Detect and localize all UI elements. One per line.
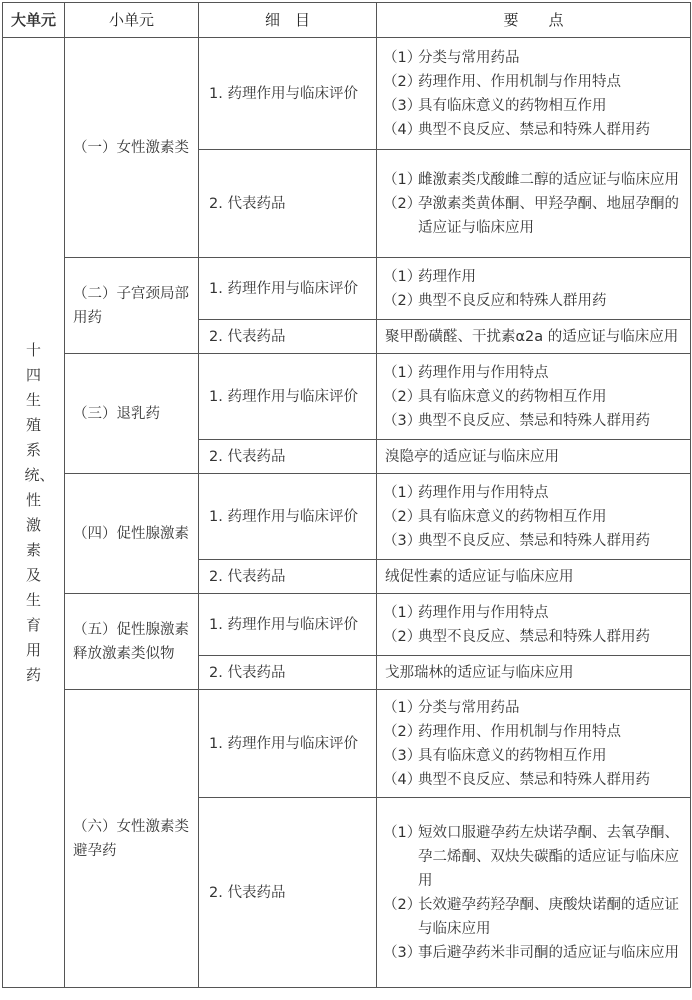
points-cell: [377, 258, 691, 320]
point-number: （2）: [383, 896, 422, 913]
point-text: 事后避孕药米非司酮的适应证与临床应用: [418, 944, 679, 961]
detail-cell: 2. 代表药品: [199, 656, 377, 690]
points-cell: [377, 38, 691, 150]
point-number: （2）: [383, 723, 422, 740]
point-item: [383, 385, 684, 409]
point-text: 分类与常用药品: [418, 49, 520, 66]
point-number: （3）: [383, 747, 422, 764]
point-item: [383, 265, 684, 289]
point-text: 戈那瑞林的适应证与临床应用: [385, 664, 574, 681]
point-number: （1）: [383, 824, 422, 841]
points-cell: [377, 798, 691, 988]
point-item: [383, 118, 684, 142]
point-text: 药理作用与作用特点: [418, 484, 549, 501]
point-item: [383, 445, 684, 469]
detail-cell: 1. 药理作用与临床评价: [199, 690, 377, 798]
small-unit-cell: （四）促性腺激素: [65, 474, 199, 594]
point-number: （1）: [383, 364, 422, 381]
point-text: 溴隐亭的适应证与临床应用: [385, 448, 559, 465]
point-item: [383, 625, 684, 649]
point-item: [383, 361, 684, 385]
table-row: [3, 354, 691, 440]
point-item: [383, 289, 684, 313]
point-text: 雌激素类戊酸雌二醇的适应证与临床应用: [418, 171, 679, 188]
point-item: [383, 325, 684, 349]
points-cell: [377, 656, 691, 690]
point-text: 孕激素类黄体酮、甲羟孕酮、地屈孕酮的适应证与临床应用: [418, 195, 679, 236]
small-unit-cell: （五）促性腺激素释放激素类似物: [65, 594, 199, 690]
points-cell: [377, 560, 691, 594]
point-item: [383, 565, 684, 589]
point-text: 药理作用、作用机制与作用特点: [418, 723, 621, 740]
point-text: 典型不良反应和特殊人群用药: [418, 292, 607, 309]
point-number: （2）: [383, 508, 422, 525]
header-points: 要 点: [377, 3, 691, 38]
detail-cell: 2. 代表药品: [199, 150, 377, 258]
header-big-unit: 大单元: [3, 3, 65, 38]
header-row: [3, 3, 691, 38]
small-unit-cell: （二）子宫颈局部用药: [65, 258, 199, 354]
point-item: [383, 409, 684, 433]
point-text: 药理作用: [418, 268, 476, 285]
point-number: （3）: [383, 944, 422, 961]
point-item: [383, 529, 684, 553]
point-number: （1）: [383, 268, 422, 285]
point-item: [383, 481, 684, 505]
table-row: [3, 690, 691, 798]
point-item: [383, 941, 684, 965]
point-text: 分类与常用药品: [418, 699, 520, 716]
point-text: 药理作用与作用特点: [418, 604, 549, 621]
table-body: [3, 38, 691, 988]
detail-cell: 2. 代表药品: [199, 560, 377, 594]
point-number: （1）: [383, 49, 422, 66]
points-cell: [377, 690, 691, 798]
point-number: （2）: [383, 388, 422, 405]
point-number: （3）: [383, 412, 422, 429]
header-detail: 细 目: [199, 3, 377, 38]
points-cell: [377, 150, 691, 258]
small-unit-cell: （六）女性激素类避孕药: [65, 690, 199, 988]
point-item: [383, 821, 684, 893]
point-text: 药理作用与作用特点: [418, 364, 549, 381]
point-item: [383, 192, 684, 240]
point-item: [383, 744, 684, 768]
big-unit-cell: [3, 38, 65, 988]
point-text: 典型不良反应、禁忌和特殊人群用药: [418, 412, 650, 429]
points-cell: [377, 594, 691, 656]
point-text: 典型不良反应、禁忌和特殊人群用药: [418, 771, 650, 788]
point-item: [383, 70, 684, 94]
detail-cell: 2. 代表药品: [199, 440, 377, 474]
points-cell: [377, 354, 691, 440]
small-unit-cell: （三）退乳药: [65, 354, 199, 474]
points-cell: [377, 440, 691, 474]
header-small-unit: 小单元: [65, 3, 199, 38]
point-number: （1）: [383, 604, 422, 621]
point-number: （4）: [383, 771, 422, 788]
big-unit-title: 十四生殖系统、性激素及生育用药: [24, 340, 55, 684]
point-item: [383, 768, 684, 792]
points-cell: [377, 320, 691, 354]
point-item: [383, 94, 684, 118]
point-number: （1）: [383, 699, 422, 716]
detail-cell: 1. 药理作用与临床评价: [199, 594, 377, 656]
point-item: [383, 661, 684, 685]
detail-cell: 2. 代表药品: [199, 798, 377, 988]
point-text: 典型不良反应、禁忌和特殊人群用药: [418, 532, 650, 549]
detail-cell: 1. 药理作用与临床评价: [199, 38, 377, 150]
point-item: [383, 46, 684, 70]
table-row: [3, 474, 691, 560]
small-unit-cell: （一）女性激素类: [65, 38, 199, 258]
point-text: 具有临床意义的药物相互作用: [418, 508, 607, 525]
point-item: [383, 720, 684, 744]
point-number: （3）: [383, 97, 422, 114]
point-text: 短效口服避孕药左炔诺孕酮、去氧孕酮、孕二烯酮、双炔失碳酯的适应证与临床应用: [418, 824, 679, 889]
point-number: （3）: [383, 532, 422, 549]
point-text: 药理作用、作用机制与作用特点: [418, 73, 621, 90]
detail-cell: 1. 药理作用与临床评价: [199, 258, 377, 320]
point-text: 具有临床意义的药物相互作用: [418, 388, 607, 405]
detail-cell: 1. 药理作用与临床评价: [199, 354, 377, 440]
table-row: [3, 38, 691, 150]
point-text: 具有临床意义的药物相互作用: [418, 97, 607, 114]
point-text: 典型不良反应、禁忌和特殊人群用药: [418, 628, 650, 645]
point-item: [383, 505, 684, 529]
table-row: [3, 594, 691, 656]
point-number: （2）: [383, 292, 422, 309]
point-item: [383, 168, 684, 192]
point-number: （2）: [383, 73, 422, 90]
syllabus-table: [2, 2, 691, 988]
point-number: （1）: [383, 171, 422, 188]
point-number: （2）: [383, 628, 422, 645]
point-number: （2）: [383, 195, 422, 212]
point-text: 典型不良反应、禁忌和特殊人群用药: [418, 121, 650, 138]
detail-cell: 2. 代表药品: [199, 320, 377, 354]
point-text: 绒促性素的适应证与临床应用: [385, 568, 574, 585]
point-item: [383, 601, 684, 625]
point-number: （4）: [383, 121, 422, 138]
points-cell: [377, 474, 691, 560]
point-number: （1）: [383, 484, 422, 501]
detail-cell: 1. 药理作用与临床评价: [199, 474, 377, 560]
point-text: 聚甲酚磺醛、干扰素α2a 的适应证与临床应用: [385, 328, 679, 345]
point-text: 长效避孕药羟孕酮、庚酸炔诺酮的适应证与临床应用: [418, 896, 679, 937]
table-row: [3, 258, 691, 320]
point-item: [383, 696, 684, 720]
point-text: 具有临床意义的药物相互作用: [418, 747, 607, 764]
point-item: [383, 893, 684, 941]
